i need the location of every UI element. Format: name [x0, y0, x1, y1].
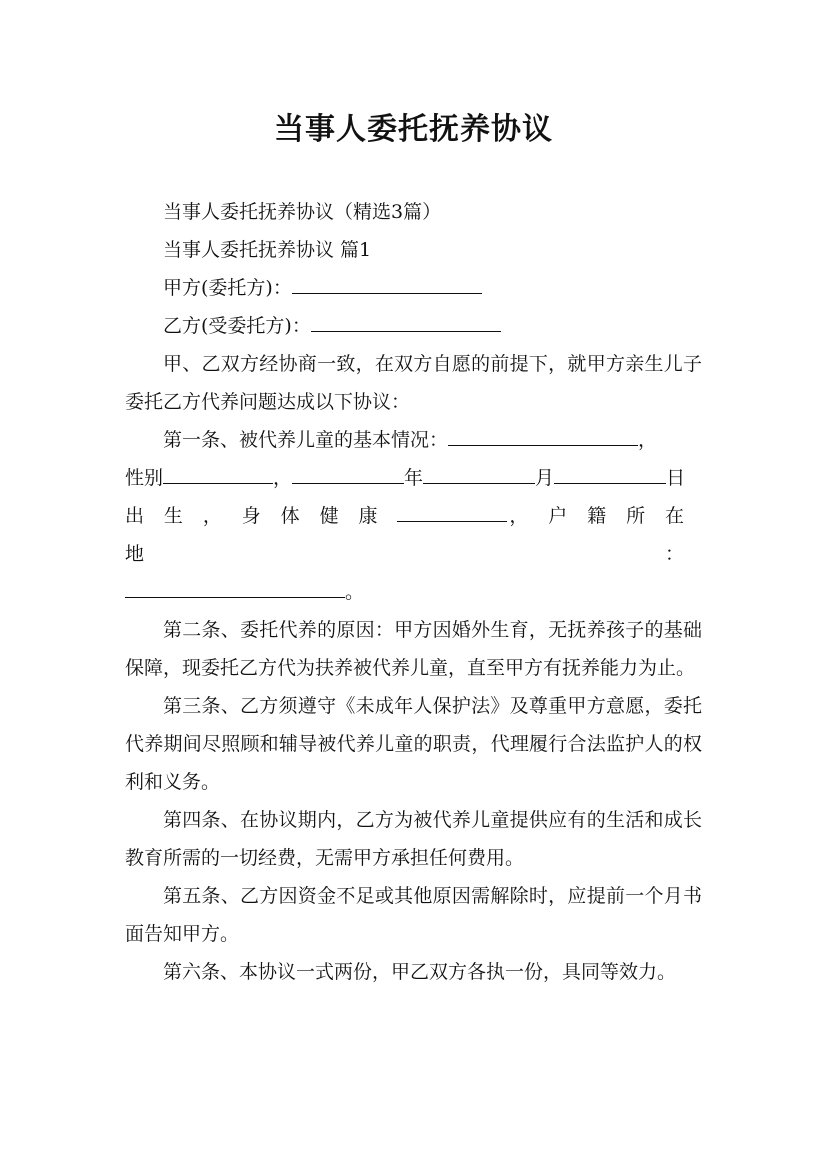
party-b-blank [311, 309, 501, 332]
article-6-paragraph: 第六条、本协议一式两份，甲乙双方各执一份，具同等效力。 [163, 961, 677, 983]
intro-line: 当事人委托抚养协议（精选3篇） [163, 201, 442, 223]
birth-health-label: 出生，身体健康 [125, 505, 398, 527]
article-1-line-3 [125, 497, 702, 573]
year-label: 年 [404, 467, 424, 489]
party-b-label: 乙方(受委托方)： [163, 315, 311, 337]
gender-label: 性别 [125, 467, 164, 489]
party-a-line [125, 269, 702, 307]
article-1-line-2 [125, 459, 702, 497]
article-1-comma: ， [638, 429, 658, 451]
residence-blank [125, 575, 345, 598]
child-name-blank [448, 423, 638, 446]
health-blank [397, 499, 507, 522]
party-b-line [125, 307, 702, 345]
birth-month-blank [423, 461, 535, 484]
gender-blank [163, 461, 273, 484]
party-a-blank [292, 271, 482, 294]
residence-label: ，户籍所在地： [125, 505, 702, 565]
document-body [125, 193, 702, 991]
birth-day-blank [554, 461, 666, 484]
birth-year-blank [292, 461, 404, 484]
article-3-paragraph: 第三条、乙方须遵守《未成年人保护法》及尊重甲方意愿，委托代养期间尽照顾和辅导被代养儿童的职责，代理履行合法监护人的权利和义务。 [125, 695, 702, 793]
article-4-paragraph: 第四条、在协议期内，乙方为被代养儿童提供应有的生活和成长教育所需的一切经费，无需甲方承担任何费用。 [125, 809, 702, 869]
section-heading: 当事人委托抚养协议 篇1 [163, 239, 372, 261]
article-1-line-4 [125, 573, 702, 611]
article-1-end: 。 [345, 581, 365, 603]
article-5-paragraph: 第五条、乙方因资金不足或其他原因需解除时，应提前一个月书面告知甲方。 [125, 885, 702, 945]
article-1-comma-2: ， [273, 467, 293, 489]
document-title: 当事人委托抚养协议 [274, 112, 553, 147]
day-label: 日 [666, 467, 686, 489]
preamble-paragraph: 甲、乙双方经协商一致，在双方自愿的前提下，就甲方亲生儿子委托乙方代养问题达成以下协议： [125, 353, 702, 413]
article-1-paragraph [125, 421, 702, 459]
article-2-paragraph: 第二条、委托代养的原因：甲方因婚外生育，无抚养孩子的基础保障，现委托乙方代为扶养被代养儿童，直至甲方有抚养能力为止。 [125, 619, 702, 679]
month-label: 月 [535, 467, 555, 489]
article-1-lead: 第一条、被代养儿童的基本情况： [163, 429, 449, 451]
party-a-label: 甲方(委托方)： [163, 277, 292, 299]
